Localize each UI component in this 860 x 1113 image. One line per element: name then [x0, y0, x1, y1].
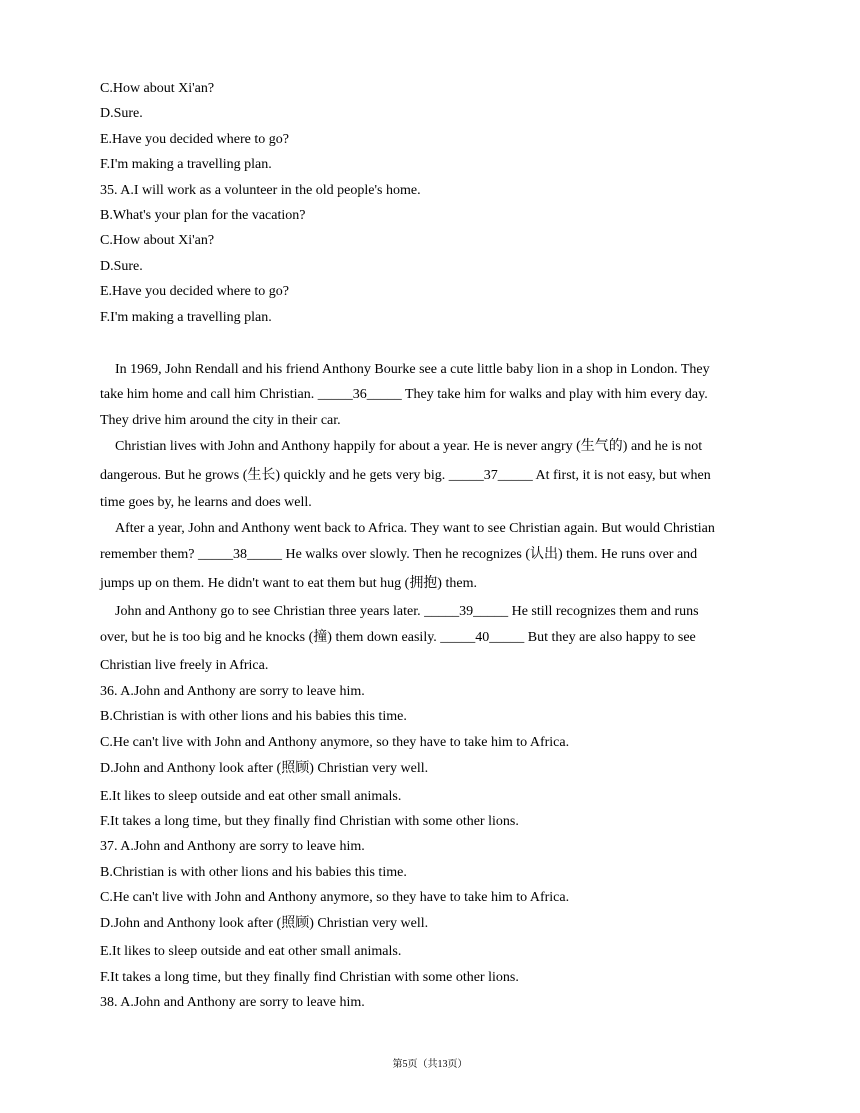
- passage-line: jumps up on them. He didn't want to eat them but hug (拥抱) them.: [100, 576, 477, 591]
- passage-line: Christian lives with John and Anthony happily for about a year. He is never angry (生气的) and he is not: [115, 439, 703, 454]
- option-34-d: D.Sure.: [100, 106, 143, 121]
- option-37-d: D.John and Anthony look after (照顾) Christian very well.: [100, 916, 429, 931]
- option-34-e: E.Have you decided where to go?: [100, 132, 289, 147]
- option-37-a: 37. A.John and Anthony are sorry to leave him.: [100, 839, 365, 854]
- passage-line: remember them? _____38_____ He walks over slowly. Then he recognizes (认出) them. He runs over and: [100, 547, 698, 562]
- option-35-b: B.What's your plan for the vacation?: [100, 208, 306, 223]
- option-34-c: C.How about Xi'an?: [100, 81, 215, 96]
- option-35-a: 35. A.I will work as a volunteer in the old people's home.: [100, 183, 421, 198]
- passage-line: In 1969, John Rendall and his friend Anthony Bourke see a cute little baby lion in a shop in London. They: [115, 362, 710, 377]
- passage-line: over, but he is too big and he knocks (撞) them down easily. _____40_____ But they are also happy to see: [100, 630, 696, 645]
- option-36-b: B.Christian is with other lions and his babies this time.: [100, 709, 407, 724]
- option-37-c: C.He can't live with John and Anthony anymore, so they have to take him to Africa.: [100, 890, 570, 905]
- option-37-b: B.Christian is with other lions and his babies this time.: [100, 865, 407, 880]
- option-36-c: C.He can't live with John and Anthony anymore, so they have to take him to Africa.: [100, 735, 570, 750]
- option-37-f: F.It takes a long time, but they finally find Christian with some other lions.: [100, 970, 519, 985]
- passage-line: take him home and call him Christian. _____36_____ They take him for walks and play with him every day.: [100, 387, 708, 402]
- option-36-d: D.John and Anthony look after (照顾) Christian very well.: [100, 761, 429, 776]
- option-36-a: 36. A.John and Anthony are sorry to leave him.: [100, 684, 365, 699]
- passage-line: They drive him around the city in their car.: [100, 413, 341, 428]
- passage-line: dangerous. But he grows (生长) quickly and he gets very big. _____37_____ At first, it is not easy, but when: [100, 468, 711, 483]
- passage-line: After a year, John and Anthony went back to Africa. They want to see Christian again. But would Christian: [115, 521, 715, 536]
- option-35-d: D.Sure.: [100, 259, 143, 274]
- option-37-e: E.It likes to sleep outside and eat other small animals.: [100, 944, 402, 959]
- passage-line: Christian live freely in Africa.: [100, 658, 269, 673]
- page-number-footer: 第5页（共13页）: [392, 1059, 468, 1070]
- passage-line: John and Anthony go to see Christian three years later. _____39_____ He still recognizes them and runs: [115, 604, 699, 619]
- option-35-f: F.I'm making a travelling plan.: [100, 310, 272, 325]
- option-35-c: C.How about Xi'an?: [100, 233, 215, 248]
- option-35-e: E.Have you decided where to go?: [100, 284, 289, 299]
- option-36-f: F.It takes a long time, but they finally find Christian with some other lions.: [100, 814, 519, 829]
- option-38-a: 38. A.John and Anthony are sorry to leave him.: [100, 995, 365, 1010]
- option-34-f: F.I'm making a travelling plan.: [100, 157, 272, 172]
- option-36-e: E.It likes to sleep outside and eat other small animals.: [100, 789, 402, 804]
- passage-line: time goes by, he learns and does well.: [100, 495, 312, 510]
